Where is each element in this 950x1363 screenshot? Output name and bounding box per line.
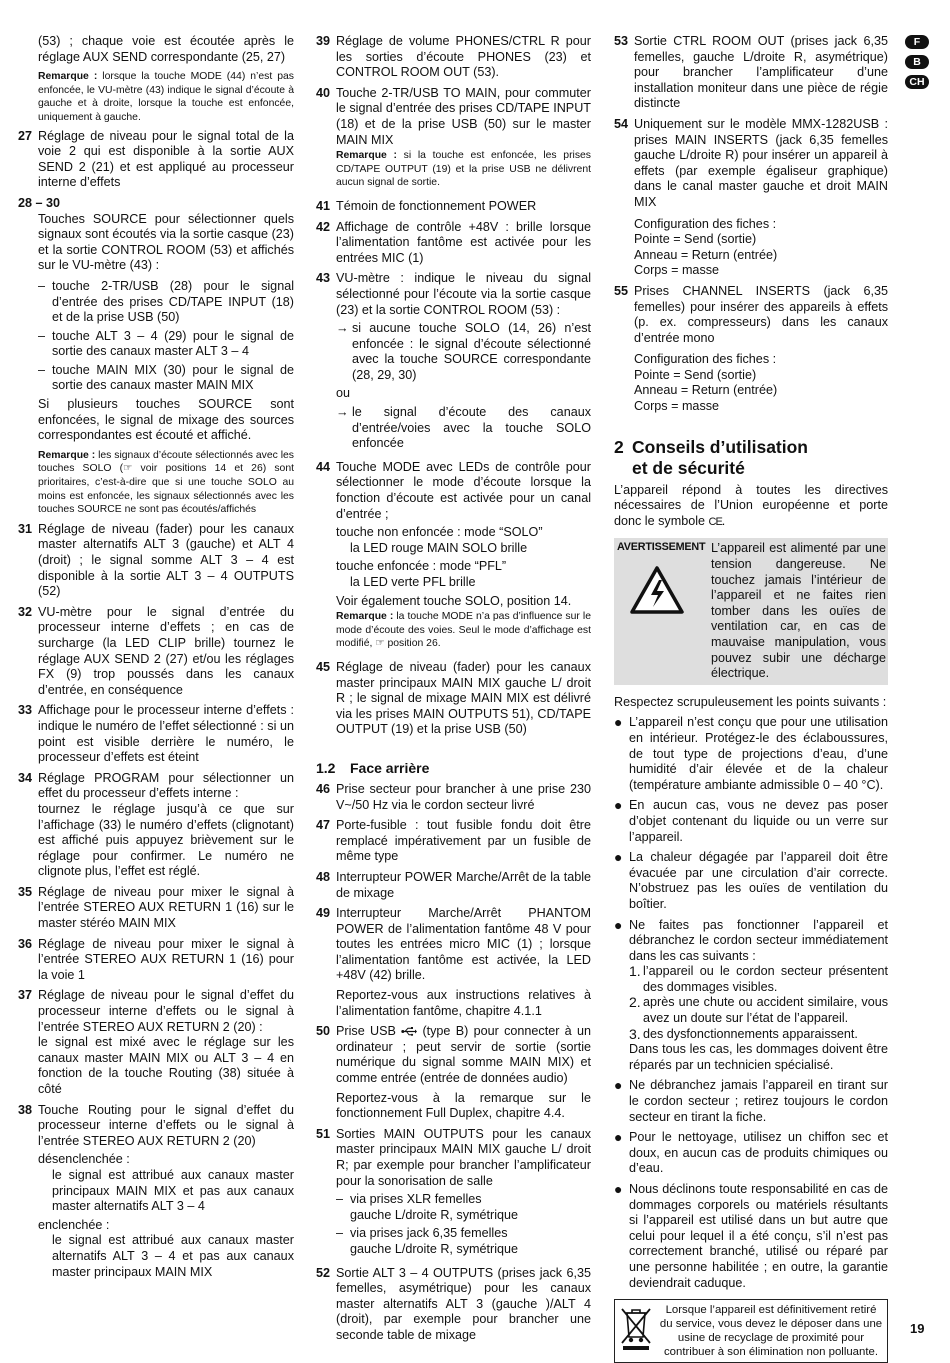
warning-label: AVERTISSEMENT [617,541,706,554]
disposal-text: Lorsque l’appareil est définitivement retiré du service, vous devez le déposer dans une usine de recyclage de proximité pour contribuer à son élimination non polluante. [659,1304,883,1359]
item-42: 42 Affichage de contrôle +48V : brille lorsque l’alimentation fantôme est activée pour les entrées MIC (1) [316,219,591,265]
item-44: 44 Touche MODE avec LEDs de contrôle pour sélectionner le mode d’écoute lorsque la fonction d’écoute est activée pour un canal d’entrée ; touche non enfoncée : mode “SOLO” la LED rouge MAIN SOLO brille touche enfoncée : mode “PFL” la LED verte PFL brille Voir également touche SOLO, position 14. Remarque : la touche MODE n’a pas d’influence sur le mode d’écoute des voies. Seul le mode d’affichage est modifié, ☞ position 26. [316,459,591,650]
section-heading-1-2: 1.2 Face arrière [316,759,430,776]
warning-box [614,538,888,684]
item-54: 54 Uniquement sur le modèle MMX-1282USB : prises MAIN INSERTS (jack 6,35 femelles gauche L/droite R) pour insérer un appareil à effets (par exemple égaliseur graphique) dans le canal master gauche et droit MAIN MIX Configuration des fiches : Pointe = Send (sortie) Anneau = Return (entrée) Corps = masse [614,116,888,278]
section-heading-2: 2 Conseils d’utilisation et de sécurité [614,436,808,478]
item-55: 55 Prises CHANNEL INSERTS (jack 6,35 femelles) pour insérer des appareils à effets (p. ex. compresseurs) dans les canaux d’entrée mono Configuration des fiches : Pointe = Send (sortie) Anneau = Return (entrée) Corps = masse [614,283,888,414]
language-flags [905,35,931,95]
remark: Remarque : lorsque la touche MODE (44) n’est pas enfoncée, le VU-mètre (43) indique le signal d’écoute à gauche et à droite, lorsque la touche est enfoncée, uniquement à gauche. [38,71,294,123]
remark: Remarque : les signaux d’écoute sélectionnés avec les touches SOLO (☞ voir positions 14 et 26) sont prioritaires, c’est-à-dire que si une touche SOLO au moins est enfoncée, les signaux sélectionnés avec les touches SOURCE ne sont pas écoutés/affichés [38,449,294,516]
intro-paragraph: L’appareil répond à toutes les directives nécessaires de l’Union européenne et porte donc le symbole CE. [614,482,888,528]
item-37: 37 Réglage de niveau pour le signal d’effet du processeur interne d’effets ou le signal à l’entrée STEREO AUX RETURN 2 (20) : le signal est mixé avec le réglage sur les canaux master MAIN MIX ou ALT 3 – 4 en fonction de la touche Routing (38) située à côté [18,988,294,1096]
high-voltage-icon [629,565,685,615]
item-49: 49 Interrupteur Marche/Arrêt PHANTOM POWER de l’alimentation fantôme 48 V pour toutes les entrées micro MIC (1) ; lorsque l’alimentation fantôme est activée, la LED +48V (42) brille. Reportez-vous aux instructions relatives à l’alimentation fantôme, chapitre 4.1.1 [316,906,591,1018]
item-26-continued [18,34,294,125]
item-36: 36 Réglage de niveau pour mixer le signal à l’entrée STEREO AUX RETURN 1 (16) pour la voie 1 [18,936,294,982]
item-45: 45 Réglage de niveau (fader) pour les canaux master principaux MAIN MIX gauche L/ droit R ; le signal de mixage MAIN MIX est délivré via les prises MAIN OUTPUTS 51), CD/TAPE OUTPUT (19) et la prise USB (50) [316,659,591,737]
item-41: 41 Témoin de fonctionnement POWER [316,198,537,213]
item-53: 53 Sortie CTRL ROOM OUT (prises jack 6,35 femelles, gauche L/droite R, asymétrique) pour brancher l’amplificateur d’une installation moniteur dans une pièce de régie distincte [614,34,888,111]
item-50: 50 Prise USB (type B) pour connecter à un ordinateur ; peut servir de sortie (sortie numérique du signal somme MAIN MIX) et comme entrée (entrée de données audio) Reportez-vous à la remarque sur le fonctionnement Full Duplex, chapitre 4.4. [316,1024,591,1121]
list-item: – touche ALT 3 – 4 (29) pour le signal de sortie des canaux master ALT 3 – 4 [38,328,294,359]
page-number: 19 [910,1321,925,1336]
bullet-item: ● En aucun cas, vous ne devez pas poser d’objet contenant du liquide ou un verre sur l’appareil. [614,797,888,844]
remark: Remarque : si la touche est enfoncée, les prises CD/TAPE OUTPUT (19) et la prise USB ne délivrent aucun signal de sortie. [336,150,592,189]
item-51: 51 Sorties MAIN OUTPUTS pour les canaux master principaux MAIN MIX gauche L/ droit R; par exemple pour brancher l’amplificateur pour la sonorisation de salle – via prises XLR femelles gauche L/droite R, symétrique – via prises jack 6,35 femelles gauche L/droite R, symétrique [316,1126,591,1256]
ce-mark: CE [708,515,722,528]
warning-text: L’appareil est alimenté par une tension dangereuse. Ne touchez jamais l’intérieur de l’appareil et ne faites rien tomber dans les ouïes de ventilation car, en cas de mauvaise manipulation, vous pouvez subir une décharge électrique. [711,541,886,681]
flag-f: F [905,35,929,49]
list-item: – touche 2-TR/USB (28) pour le signal d’entrée des prises CD/TAPE INPUT (18) et de la prise USB (50) [38,278,294,325]
item-28-30: 28 – 30 Touches SOURCE pour sélectionner quels signaux sont écoutés via la sortie casque (23) et la sortie CONTROL ROOM (53) et affichés sur le VU-mètre (43) : – touche 2-TR/USB (28) pour le signal d’entrée des prises CD/TAPE INPUT (18) et de la prise USB (50) – touche ALT 3 – 4 (29) pour le signal de sortie des canaux master ALT 3 – 4 – touche MAIN MIX (30) pour le signal de sortie des canaux master MAIN MIX Si plusieurs touches SOURCE sont enfoncées, le signal de mixage des sources correspondantes est écouté et affiché. Remarque : les signaux d’écoute sélectionnés avec les touches SOLO (☞ voir positions 14 et 26) sont prioritaires, c’est-à-dire que si une touche SOLO au moins est enfoncée, les signaux sélectionnés avec les touches SOURCE ne sont pas écoutés/affichés [18,195,294,516]
flag-b: B [905,55,929,69]
remark: Remarque : la touche MODE n’a pas d’influence sur le mode d’écoute des voies. Seul le mode d’affichage est modifié, ☞ position 26. [336,611,591,650]
item-31: 31 Réglage de niveau (fader) pour les canaux master alternatifs ALT 3 (gauche) et ALT 4 (droit) ; le signal somme ALT 3 – 4 est disponible à la sortie ALT 3 – 4 OUTPUTS (52) [18,521,294,599]
item-48: 48 Interrupteur POWER Marche/Arrêt de la table de mixage [316,869,591,900]
bullet-item: ● Ne faites pas fonctionner l’appareil et débranchez le cordon secteur immédiatement dans les cas suivants : 1. l’appareil ou le cordon secteur présentent des dommages visibles. 2. après une chute ou accident similaire, vous avez un doute sur l’état de l’appareil. 3. des dysfonctionnements apparaissent. Dans tous les cas, les dommages doivent être réparés par un technicien spécialisé. [614,916,888,1072]
item-34: 34 Réglage PROGRAM pour sélectionner un effet du processeur d’effets interne : tournez le réglage jusqu’à ce que sur l’affichage (33) le numéro d’effets (clignotant) est affiché puis appuyez brièvement sur le réglage pour confirmer. Le numéro ne clignote plus, l’effet est réglé. [18,770,294,879]
paragraph: (53) ; chaque voie est écoutée après le réglage AUX SEND correspondante (25, 27) [38,34,294,64]
list-item: – touche MAIN MIX (30) pour le signal de sortie des canaux master MAIN MIX [38,362,294,393]
item-46: 46 Prise secteur pour brancher à une prise 230 V~/50 Hz via le cordon secteur livré [316,781,591,812]
item-52: 52 Sortie ALT 3 – 4 OUTPUTS (prises jack 6,35 femelles, asymétrique) pour les canaux master alternatifs ALT 3 (gauche )/ALT 4 (droit), par exemple pour brancher une seconde table de mixage [316,1265,591,1342]
item-39: 39 Réglage de volume PHONES/CTRL R pour les sorties d’écoute PHONES (23) et CONTROL ROOM OUT (53). [316,34,591,80]
bullet-item: ● Ne débranchez jamais l’appareil en tirant sur le cordon secteur ; retirez toujours le cordon secteur en tirant la fiche. [614,1077,888,1124]
usb-icon [401,1027,417,1036]
bullet-item: ● La chaleur dégagée par l’appareil doit être évacuée par une circulation d’air correcte. N’obstruez pas les ouïes de ventilation du boîtier. [614,849,888,911]
column-2 [316,34,591,1349]
disposal-notice-box [614,1299,888,1363]
paragraph: Respectez scrupuleusement les points suivants : [614,694,887,709]
bullet-item: ● L’appareil n’est conçu que pour une utilisation en intérieur. Protégez-le des éclaboussures, de tout type de projections d’eau, d’une humidité d’air élevée et de la chaleur (température ambiante admissible 0 – 40 °C). [614,714,888,792]
item-38: 38 Touche Routing pour le signal d’effet du processeur interne d’effets ou le signal à l’entrée STEREO AUX RETURN 2 (20) désenclenchée : le signal est attribué aux canaux master principaux MAIN MIX et pas aux canaux master alternatifs ALT 3 – 4 enclenchée : le signal est attribué aux canaux master alternatifs ALT 3 – 4 et pas aux canaux master principaux MAIN MIX [18,1102,294,1279]
item-43: 43 VU-mètre : indique le niveau du signal sélectionné pour l’écoute via la sortie casque (23) et la sortie CONTROL ROOM (53) : → si aucune touche SOLO (14, 26) n’est enfoncée : le signal d’écoute sélectionné avec la touche SOURCE correspondante (28, 29, 30) ou → le signal d’écoute des canaux d’entrée/voies avec la touche SOLO enfoncée [316,271,591,451]
bullet-item: ● Pour le nettoyage, utilisez un chiffon sec et doux, en aucun cas de produits chimiques ou d’eau. [614,1129,888,1176]
flag-ch: CH [905,75,929,89]
item-27: 27 Réglage de niveau pour le signal total de la voie 2 qui est disponible à la sortie AUX SEND 2 (21) et est appliqué au processeur interne d’effets [18,128,294,190]
bullet-item: ● Nous déclinons toute responsabilité en cas de dommages corporels ou matériels résultants si l’appareil est utilisé dans un but autre que celui pour lequel il a été conçu, s’il n’est pas correctement branché, utilisé ou réparé par une personne habilitée ; en outre, la garantie deviendrait caduque. [614,1181,888,1290]
item-32: 32 VU-mètre pour le signal d’entrée du processeur interne d’effets ; en cas de surcharge (la LED CLIP brille) tournez le réglage AUX SEND 2 (27) et/ou les réglages FX (9) trop poussés dans les canaux d’entrée, en conséquence [18,604,294,697]
item-35: 35 Réglage de niveau pour mixer le signal à l’entrée STEREO AUX RETURN 1 (16) sur le master stéréo MAIN MIX [18,884,294,931]
column-1 [18,34,294,1285]
crossed-bin-icon [618,1303,654,1351]
column-3 [614,34,888,1363]
item-33: 33 Affichage pour le processeur interne d’effets : indique le numéro de l’effet sélectionné : si un point est visible derrière le numéro, le processeur d’effets est éteint [18,703,294,765]
item-47: 47 Porte-fusible : tout fusible fondu doit être remplacé impérativement par un fusible de même type [316,818,591,864]
item-40: 40 Touche 2-TR/USB TO MAIN, pour commuter le signal d’entrée des prises CD/TAPE INPUT (18) et de la prise USB (50) sur le master MAIN MIX Remarque : si la touche est enfoncée, les prises CD/TAPE OUTPUT (19) et la prise USB ne délivrent aucun signal de sortie. [316,85,592,189]
